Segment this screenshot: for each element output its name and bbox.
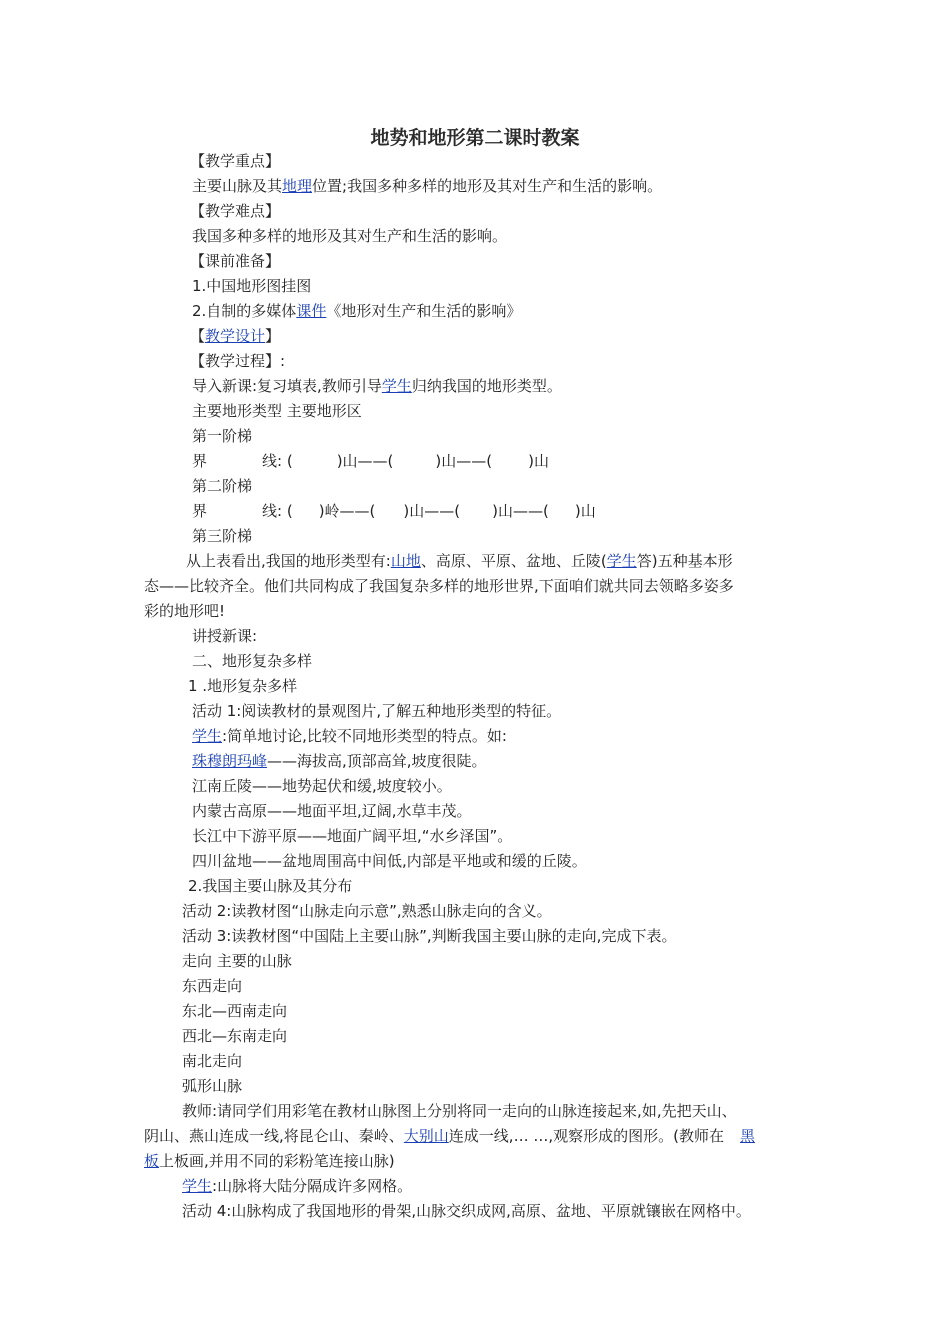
students-answer: 学生:山脉将大陆分隔成许多网格。 [182, 1177, 413, 1195]
table2-header: 走向 主要的山脉 [182, 952, 292, 970]
table1-step2: 第二阶梯 [192, 477, 253, 495]
link-students-4[interactable]: 学生 [182, 1177, 213, 1195]
teacher-line-2: 阴山、燕山连成一线,将昆仑山、秦岭、大别山连成一线,… …,观察形成的图形。(教师在 黑 [144, 1127, 755, 1145]
table1-header: 主要地形类型 主要地形区 [192, 402, 362, 420]
new-lesson-label: 讲授新课: [192, 627, 258, 645]
link-dabie-mountain[interactable]: 大别山 [403, 1127, 449, 1145]
difficulties-text: 我国多种多样的地形及其对生产和生活的影响。 [192, 227, 508, 245]
teacher-line-1: 教师:请同学们用彩笔在教材山脉图上分别将同一走向的山脉连接起来,如,先把天山、 [182, 1102, 737, 1120]
section-heading-design: 【教学设计】 [190, 327, 281, 345]
example-5: 四川盆地——盆地周围高中间低,内部是平地或和缓的丘陵。 [192, 852, 587, 870]
subsection-2-heading: 2.我国主要山脉及其分布 [188, 877, 353, 895]
link-students-2[interactable]: 学生 [606, 552, 637, 570]
link-blackboard-part1[interactable]: 黑 [739, 1127, 755, 1145]
document-title: 地势和地形第二课时教案 [370, 127, 580, 149]
link-students[interactable]: 学生 [381, 377, 412, 395]
section-heading-key-points: 【教学重点】 [190, 152, 281, 170]
link-everest[interactable]: 珠穆朗玛峰 [192, 752, 268, 770]
table2-row: 东西走向 [182, 977, 243, 995]
section-heading-process: 【教学过程】: [190, 352, 286, 370]
link-students-3[interactable]: 学生 [192, 727, 223, 745]
example-1: 珠穆朗玛峰——海拔高,顶部高耸,坡度很陡。 [192, 752, 487, 770]
example-3: 内蒙古高原——地面平坦,辽阔,水草丰茂。 [192, 802, 472, 820]
table2-row: 东北—西南走向 [182, 1002, 288, 1020]
para1-line1: 从上表看出,我国的地形类型有:山地、高原、平原、盆地、丘陵(学生答)五种基本形 [186, 552, 733, 570]
table1-border2: 界 线: ( )岭——( )山——( )山——( )山 [192, 502, 596, 520]
preparation-item-1: 1.中国地形图挂图 [192, 277, 312, 295]
para1-line2: 态——比较齐全。他们共同构成了我国复杂多样的地形世界,下面咱们就共同去领略多姿多 [144, 577, 734, 595]
link-mountains[interactable]: 山地 [390, 552, 421, 570]
intro-text: 导入新课:复习填表,教师引导学生归纳我国的地形类型。 [192, 377, 562, 395]
activity-4: 活动 4:山脉构成了我国地形的骨架,山脉交织成网,高原、盆地、平原就镶嵌在网格中。 [182, 1202, 751, 1220]
section-2-heading: 二、地形复杂多样 [192, 652, 313, 670]
key-points-text: 主要山脉及其地理位置;我国多种多样的地形及其对生产和生活的影响。 [192, 177, 663, 195]
para1-line3: 彩的地形吧! [144, 602, 226, 620]
preparation-item-2: 2.自制的多媒体课件《地形对生产和生活的影响》 [192, 302, 522, 320]
link-courseware[interactable]: 课件 [296, 302, 327, 320]
link-blackboard-part2[interactable]: 板 [144, 1152, 160, 1170]
table2-row: 南北走向 [182, 1052, 243, 1070]
link-teaching-design[interactable]: 教学设计 [205, 327, 266, 345]
activity-3: 活动 3:读教材图“中国陆上主要山脉”,判断我国主要山脉的走向,完成下表。 [182, 927, 677, 945]
table2-row: 弧形山脉 [182, 1077, 243, 1095]
table2-row: 西北—东南走向 [182, 1027, 288, 1045]
teacher-line-3: 板上板画,并用不同的彩粉笔连接山脉) [144, 1152, 395, 1170]
table1-step3: 第三阶梯 [192, 527, 253, 545]
section-heading-preparation: 【课前准备】 [190, 252, 281, 270]
example-2: 江南丘陵——地势起伏和缓,坡度较小。 [192, 777, 452, 795]
activity-2: 活动 2:读教材图“山脉走向示意”,熟悉山脉走向的含义。 [182, 902, 552, 920]
table1-step1: 第一阶梯 [192, 427, 253, 445]
table1-border1: 界 线: ( )山——( )山——( )山 [192, 452, 549, 470]
activity-1: 活动 1:阅读教材的景观图片,了解五种地形类型的特征。 [192, 702, 562, 720]
subsection-1-heading: 1 .地形复杂多样 [188, 677, 298, 695]
example-4: 长江中下游平原——地面广阔平坦,“水乡泽国”。 [192, 827, 513, 845]
students-discussion: 学生:简单地讨论,比较不同地形类型的特点。如: [192, 727, 507, 745]
link-geography[interactable]: 地理 [282, 177, 313, 195]
section-heading-difficulties: 【教学难点】 [190, 202, 281, 220]
